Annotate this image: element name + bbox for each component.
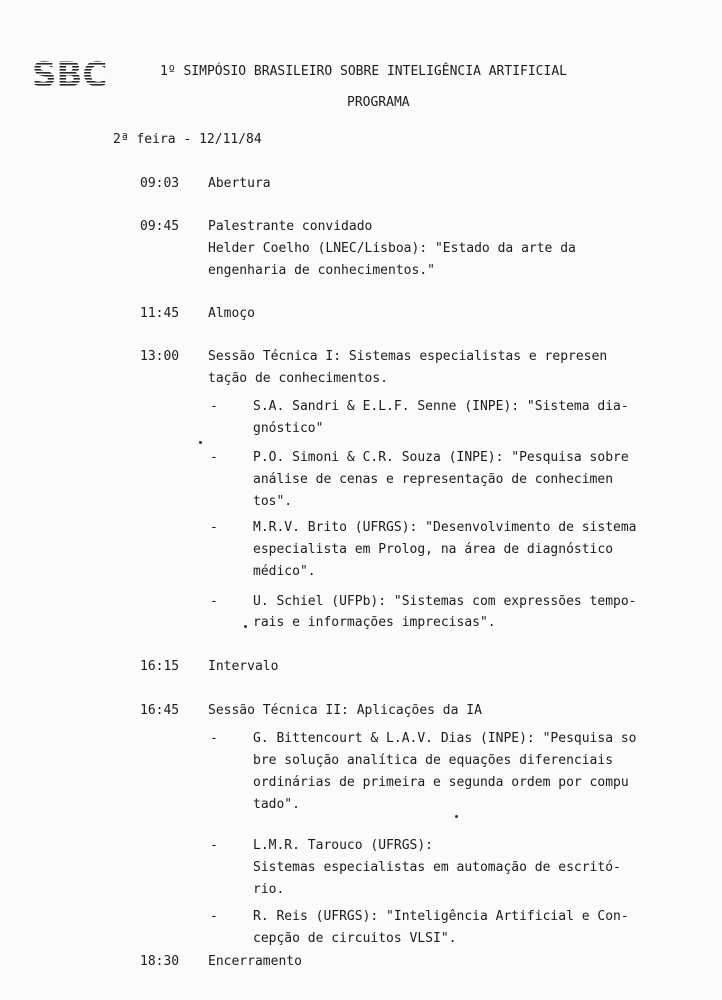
bullet-dash: - <box>210 731 218 746</box>
program-heading: PROGRAMA <box>347 95 410 110</box>
sbc-logo <box>30 42 120 100</box>
paper-entry-line: cepção de circuitos VLSI". <box>253 931 457 946</box>
paper-entry-line: tado". <box>253 797 300 812</box>
event-session-1: Sessão Técnica I: Sistemas especialistas e represen <box>208 349 608 364</box>
paper-entry-line: tos". <box>253 494 293 509</box>
symposium-title: 1º SIMPÓSIO BRASILEIRO SOBRE INTELIGÊNCIA ARTIFICIAL <box>160 64 567 79</box>
event-opening: Abertura <box>208 176 271 191</box>
bullet-dash: - <box>210 450 218 465</box>
paper-entry: U. Schiel (UFPb): "Sistemas com expressões tempo- <box>253 594 637 609</box>
event-closing: Encerramento <box>208 954 302 969</box>
event-keynote-line: Helder Coelho (LNEC/Lisboa): "Estado da arte da <box>208 241 576 256</box>
paper-entry-line: médico". <box>253 564 316 579</box>
speck <box>244 625 247 628</box>
event-keynote-line: engenharia de conhecimentos." <box>208 263 435 278</box>
day-date: 2ª feira - 12/11/84 <box>113 132 262 147</box>
time-slot: 16:45 <box>140 703 180 718</box>
paper-entry-line: rais e informações imprecisas". <box>253 615 496 630</box>
bullet-dash: - <box>210 399 218 414</box>
time-slot: 18:30 <box>140 954 180 969</box>
time-slot: 11:45 <box>140 306 180 321</box>
time-slot: 09:03 <box>140 176 180 191</box>
paper-entry-line: rio. <box>253 882 285 897</box>
paper-entry: S.A. Sandri & E.L.F. Senne (INPE): "Sistema dia- <box>253 399 629 414</box>
logo-letter-s: SBC <box>32 55 108 95</box>
paper-entry-line: especialista em Prolog, na área de diagnóstico <box>253 542 614 557</box>
paper-entry: R. Reis (UFRGS): "Inteligência Artificial e Con- <box>253 909 629 924</box>
paper-entry: P.O. Simoni & C.R. Souza (INPE): "Pesquisa sobre <box>253 450 629 465</box>
bullet-dash: - <box>210 909 218 924</box>
bullet-dash: - <box>210 520 218 535</box>
time-slot: 09:45 <box>140 219 180 234</box>
paper-entry: G. Bittencourt & L.A.V. Dias (INPE): "Pesquisa so <box>253 731 637 746</box>
speck <box>455 815 458 818</box>
event-lunch: Almoço <box>208 306 255 321</box>
paper-entry-line: ordinárias de primeira e segunda ordem por compu <box>253 775 629 790</box>
paper-entry-line: bre solução analítica de equações diferenciais <box>253 753 614 768</box>
event-keynote: Palestrante convidado <box>208 219 373 234</box>
event-session-2: Sessão Técnica II: Aplicações da IA <box>208 703 482 718</box>
speck <box>199 441 202 444</box>
paper-entry-line: gnóstico" <box>253 421 324 436</box>
time-slot: 16:15 <box>140 659 180 674</box>
event-session-1-line: tação de conhecimentos. <box>208 371 389 386</box>
paper-entry-line: Sistemas especialistas em automação de escritó- <box>253 860 621 875</box>
paper-entry-line: análise de cenas e representação de conhecimen <box>253 472 614 487</box>
paper-entry: M.R.V. Brito (UFRGS): "Desenvolvimento de sistema <box>253 520 637 535</box>
paper-entry: L.M.R. Tarouco (UFRGS): <box>253 838 434 853</box>
bullet-dash: - <box>210 838 218 853</box>
event-break: Intervalo <box>208 659 279 674</box>
bullet-dash: - <box>210 594 218 609</box>
time-slot: 13:00 <box>140 349 180 364</box>
